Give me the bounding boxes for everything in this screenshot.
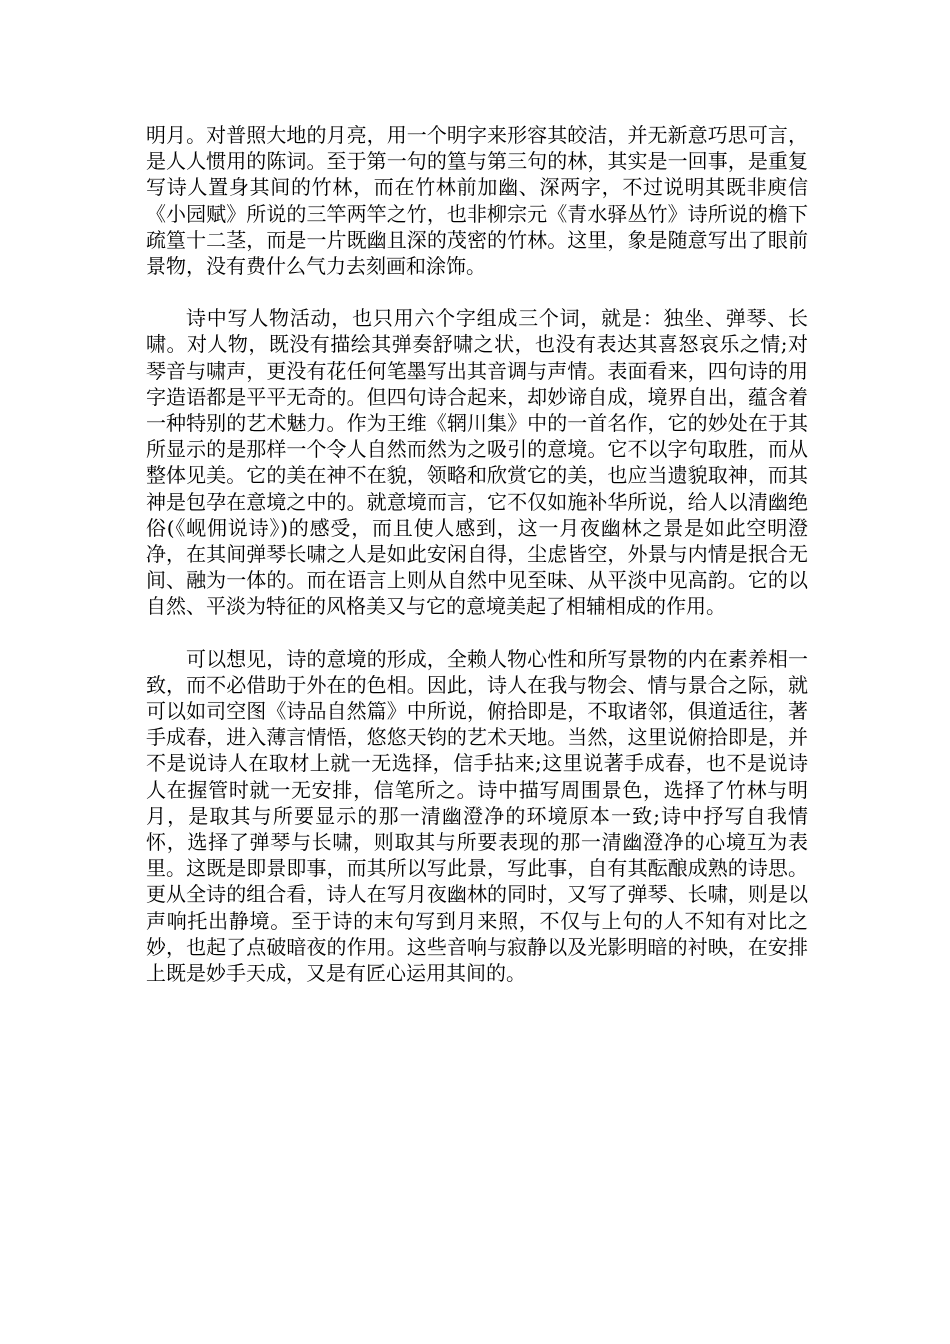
paragraph-continuation: 明月。对普照大地的月亮，用一个明字来形容其皎洁，并无新意巧思可言，是人人惯用的陈词。至于第一句的篁与第三句的林，其实是一回事，是重复写诗人置身其间的竹林，而在竹林前加幽、深两字，不过说明其既非庾信《小园赋》所说的三竿两竿之竹，也非柳宗元《青水驿丛竹》诗所说的檐下疏篁十二茎，而是一片既幽且深的茂密的竹林。这里，象是随意写出了眼前景物，没有费什么气力去刻画和涂饰。	[146, 123, 808, 279]
article-body	[146, 122, 808, 986]
paragraph-artistic-conception: 可以想见，诗的意境的形成，全赖人物心性和所写景物的内在素养相一致，而不必借助于外在的色相。因此，诗人在我与物会、情与景合之际，就可以如司空图《诗品自然篇》中所说，俯拾即是，不取诸邻，俱道适往，著手成春，进入薄言情悟，悠悠天钧的艺术天地。当然，这里说俯拾即是，并不是说诗人在取材上就一无选择，信手拈来;这里说著手成春，也不是说诗人在握管时就一无安排，信笔所之。诗中描写周围景色，选择了竹林与明月，是取其与所要显示的那一清幽澄净的环境原本一致;诗中抒写自我情怀，选择了弹琴与长啸，则取其与所要表现的那一清幽澄净的心境互为表里。这既是即景即事，而其所以写此景，写此事，自有其酝酿成熟的诗思。更从全诗的组合看，诗人在写月夜幽林的同时，又写了弹琴、长啸，则是以声响托出静境。至于诗的末句写到月来照，不仅与上句的人不知有对比之妙，也起了点破暗夜的作用。这些音响与寂静以及光影明暗的衬映，在安排上既是妙手天成，又是有匠心运用其间的。	[146, 646, 808, 986]
paragraph-character-activity: 诗中写人物活动，也只用六个字组成三个词，就是：独坐、弹琴、长啸。对人物，既没有描绘其弹奏舒啸之状，也没有表达其喜怒哀乐之情;对琴音与啸声，更没有花任何笔墨写出其音调与声情。表面看来，四句诗的用字造语都是平平无奇的。但四句诗合起来，却妙谛自成，境界自出，蕴含着一种特别的艺术魅力。作为王维《辋川集》中的一首名作，它的妙处在于其所显示的是那样一个令人自然而然为之吸引的意境。它不以字句取胜，而从整体见美。它的美在神不在貌，领略和欣赏它的美，也应当遗貌取神，而其神是包孕在意境之中的。就意境而言，它不仅如施补华所说，给人以清幽绝俗(《岘佣说诗》)的感受，而且使人感到，这一月夜幽林之景是如此空明澄净，在其间弹琴长啸之人是如此安闲自得，尘虑皆空，外景与内情是抿合无间、融为一体的。而在语言上则从自然中见至味、从平淡中见高韵。它的以自然、平淡为特征的风格美又与它的意境美起了相辅相成的作用。	[146, 306, 808, 619]
